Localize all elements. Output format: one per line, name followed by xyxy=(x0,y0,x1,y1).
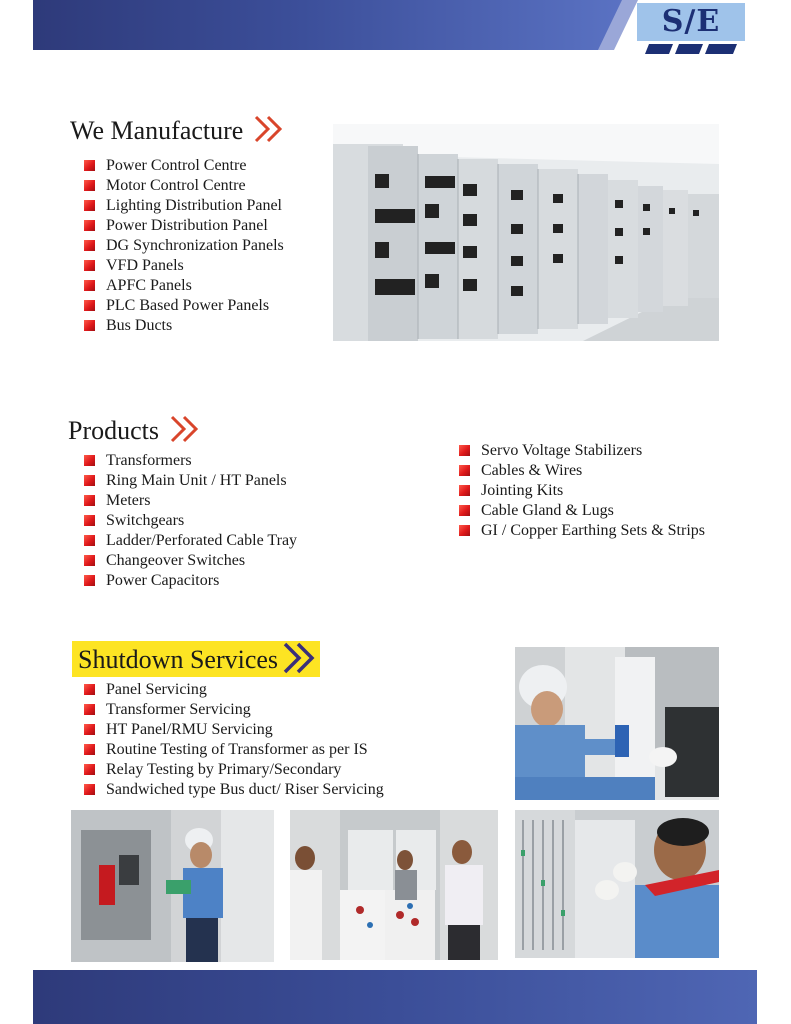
product-item xyxy=(84,551,297,571)
header-band xyxy=(33,0,633,50)
red-square-bullet-icon xyxy=(84,764,95,775)
red-square-bullet-icon xyxy=(84,784,95,795)
logo-text: S/E xyxy=(661,4,721,39)
product-item-label: Meters xyxy=(106,492,151,509)
manufacture-item xyxy=(84,196,284,216)
manufacture-item-label: Lighting Distribution Panel xyxy=(106,197,282,214)
red-square-bullet-icon xyxy=(84,200,95,211)
double-chevron-right-icon xyxy=(282,641,318,675)
manufacture-item xyxy=(84,156,284,176)
manufacture-item-label: PLC Based Power Panels xyxy=(106,297,270,314)
products-list-right xyxy=(459,441,705,541)
red-square-bullet-icon xyxy=(459,485,470,496)
panel-room-photo xyxy=(333,124,719,341)
manufacture-item-label: VFD Panels xyxy=(106,257,184,274)
company-logo xyxy=(637,3,745,55)
technician-wiring-photo xyxy=(515,810,719,958)
red-square-bullet-icon xyxy=(84,495,95,506)
manufacture-item xyxy=(84,176,284,196)
red-square-bullet-icon xyxy=(459,525,470,536)
product-item-label: Transformers xyxy=(106,452,192,469)
product-item-label: Ring Main Unit / HT Panels xyxy=(106,472,287,489)
red-square-bullet-icon xyxy=(84,704,95,715)
red-square-bullet-icon xyxy=(84,300,95,311)
shutdown-service-item-label: HT Panel/RMU Servicing xyxy=(106,721,273,738)
product-item-label: Cables & Wires xyxy=(481,462,583,479)
product-item xyxy=(84,491,297,511)
red-square-bullet-icon xyxy=(84,535,95,546)
manufacture-item xyxy=(84,256,284,276)
shutdown-heading xyxy=(78,641,318,675)
shutdown-service-item-label: Routine Testing of Transformer as per IS xyxy=(106,741,368,758)
shutdown-title: Shutdown Services xyxy=(78,645,279,674)
shutdown-service-item-label: Relay Testing by Primary/Secondary xyxy=(106,761,342,778)
red-square-bullet-icon xyxy=(84,280,95,291)
red-square-bullet-icon xyxy=(84,744,95,755)
manufacture-item xyxy=(84,296,284,316)
product-item xyxy=(459,481,705,501)
product-item-label: Switchgears xyxy=(106,512,185,529)
product-item-label: Power Capacitors xyxy=(106,572,220,589)
product-item xyxy=(459,461,705,481)
red-square-bullet-icon xyxy=(84,684,95,695)
manufacture-item xyxy=(84,276,284,296)
red-square-bullet-icon xyxy=(84,220,95,231)
red-square-bullet-icon xyxy=(459,505,470,516)
product-item xyxy=(84,571,297,591)
product-item-label: Servo Voltage Stabilizers xyxy=(481,442,643,459)
shutdown-service-item xyxy=(84,760,384,780)
red-square-bullet-icon xyxy=(84,575,95,586)
manufacture-item xyxy=(84,316,284,336)
product-item-label: Ladder/Perforated Cable Tray xyxy=(106,532,298,549)
red-square-bullet-icon xyxy=(459,445,470,456)
manufacture-item-label: DG Synchronization Panels xyxy=(106,237,284,254)
red-square-bullet-icon xyxy=(84,455,95,466)
products-list-left xyxy=(84,451,297,591)
product-item xyxy=(459,521,705,541)
footer-band xyxy=(33,970,757,1024)
double-chevron-right-icon xyxy=(253,114,289,144)
shutdown-service-item-label: Panel Servicing xyxy=(106,681,207,698)
product-item-label: Cable Gland & Lugs xyxy=(481,502,614,519)
manufacture-item xyxy=(84,236,284,256)
shutdown-service-item xyxy=(84,780,384,800)
product-item-label: Changeover Switches xyxy=(106,552,246,569)
manufacture-item-label: Power Control Centre xyxy=(106,157,247,174)
red-square-bullet-icon xyxy=(84,475,95,486)
shutdown-service-item xyxy=(84,720,384,740)
manufacture-item-label: APFC Panels xyxy=(106,277,192,294)
shutdown-service-item-label: Transformer Servicing xyxy=(106,701,251,718)
products-title: Products xyxy=(68,416,159,445)
manufacture-list xyxy=(84,156,284,336)
shutdown-service-item-label: Sandwiched type Bus duct/ Riser Servicing xyxy=(106,781,384,798)
red-square-bullet-icon xyxy=(84,724,95,735)
manufacture-item-label: Bus Ducts xyxy=(106,317,173,334)
double-chevron-right-icon xyxy=(169,414,205,444)
product-item xyxy=(459,441,705,461)
team-panel-inspection-photo xyxy=(290,810,498,960)
logo-bars-icon xyxy=(645,44,741,54)
shutdown-list xyxy=(84,680,384,800)
manufacture-heading xyxy=(70,114,289,146)
shutdown-service-item xyxy=(84,680,384,700)
shutdown-service-item xyxy=(84,700,384,720)
product-item-label: Jointing Kits xyxy=(481,482,564,499)
product-item-label: GI / Copper Earthing Sets & Strips xyxy=(481,522,705,539)
red-square-bullet-icon xyxy=(84,555,95,566)
product-item xyxy=(84,451,297,471)
red-square-bullet-icon xyxy=(84,240,95,251)
red-square-bullet-icon xyxy=(84,160,95,171)
red-square-bullet-icon xyxy=(84,180,95,191)
manufacture-item-label: Power Distribution Panel xyxy=(106,217,268,234)
manufacture-title: We Manufacture xyxy=(70,116,244,145)
product-item xyxy=(459,501,705,521)
product-item xyxy=(84,471,297,491)
red-square-bullet-icon xyxy=(84,320,95,331)
product-item xyxy=(84,531,297,551)
red-square-bullet-icon xyxy=(459,465,470,476)
shutdown-service-item xyxy=(84,740,384,760)
manufacture-item-label: Motor Control Centre xyxy=(106,177,246,194)
red-square-bullet-icon xyxy=(84,515,95,526)
technician-spraying-photo xyxy=(515,647,719,800)
manufacture-item xyxy=(84,216,284,236)
technician-panel-photo xyxy=(71,810,274,962)
products-heading xyxy=(68,414,205,446)
red-square-bullet-icon xyxy=(84,260,95,271)
product-item xyxy=(84,511,297,531)
